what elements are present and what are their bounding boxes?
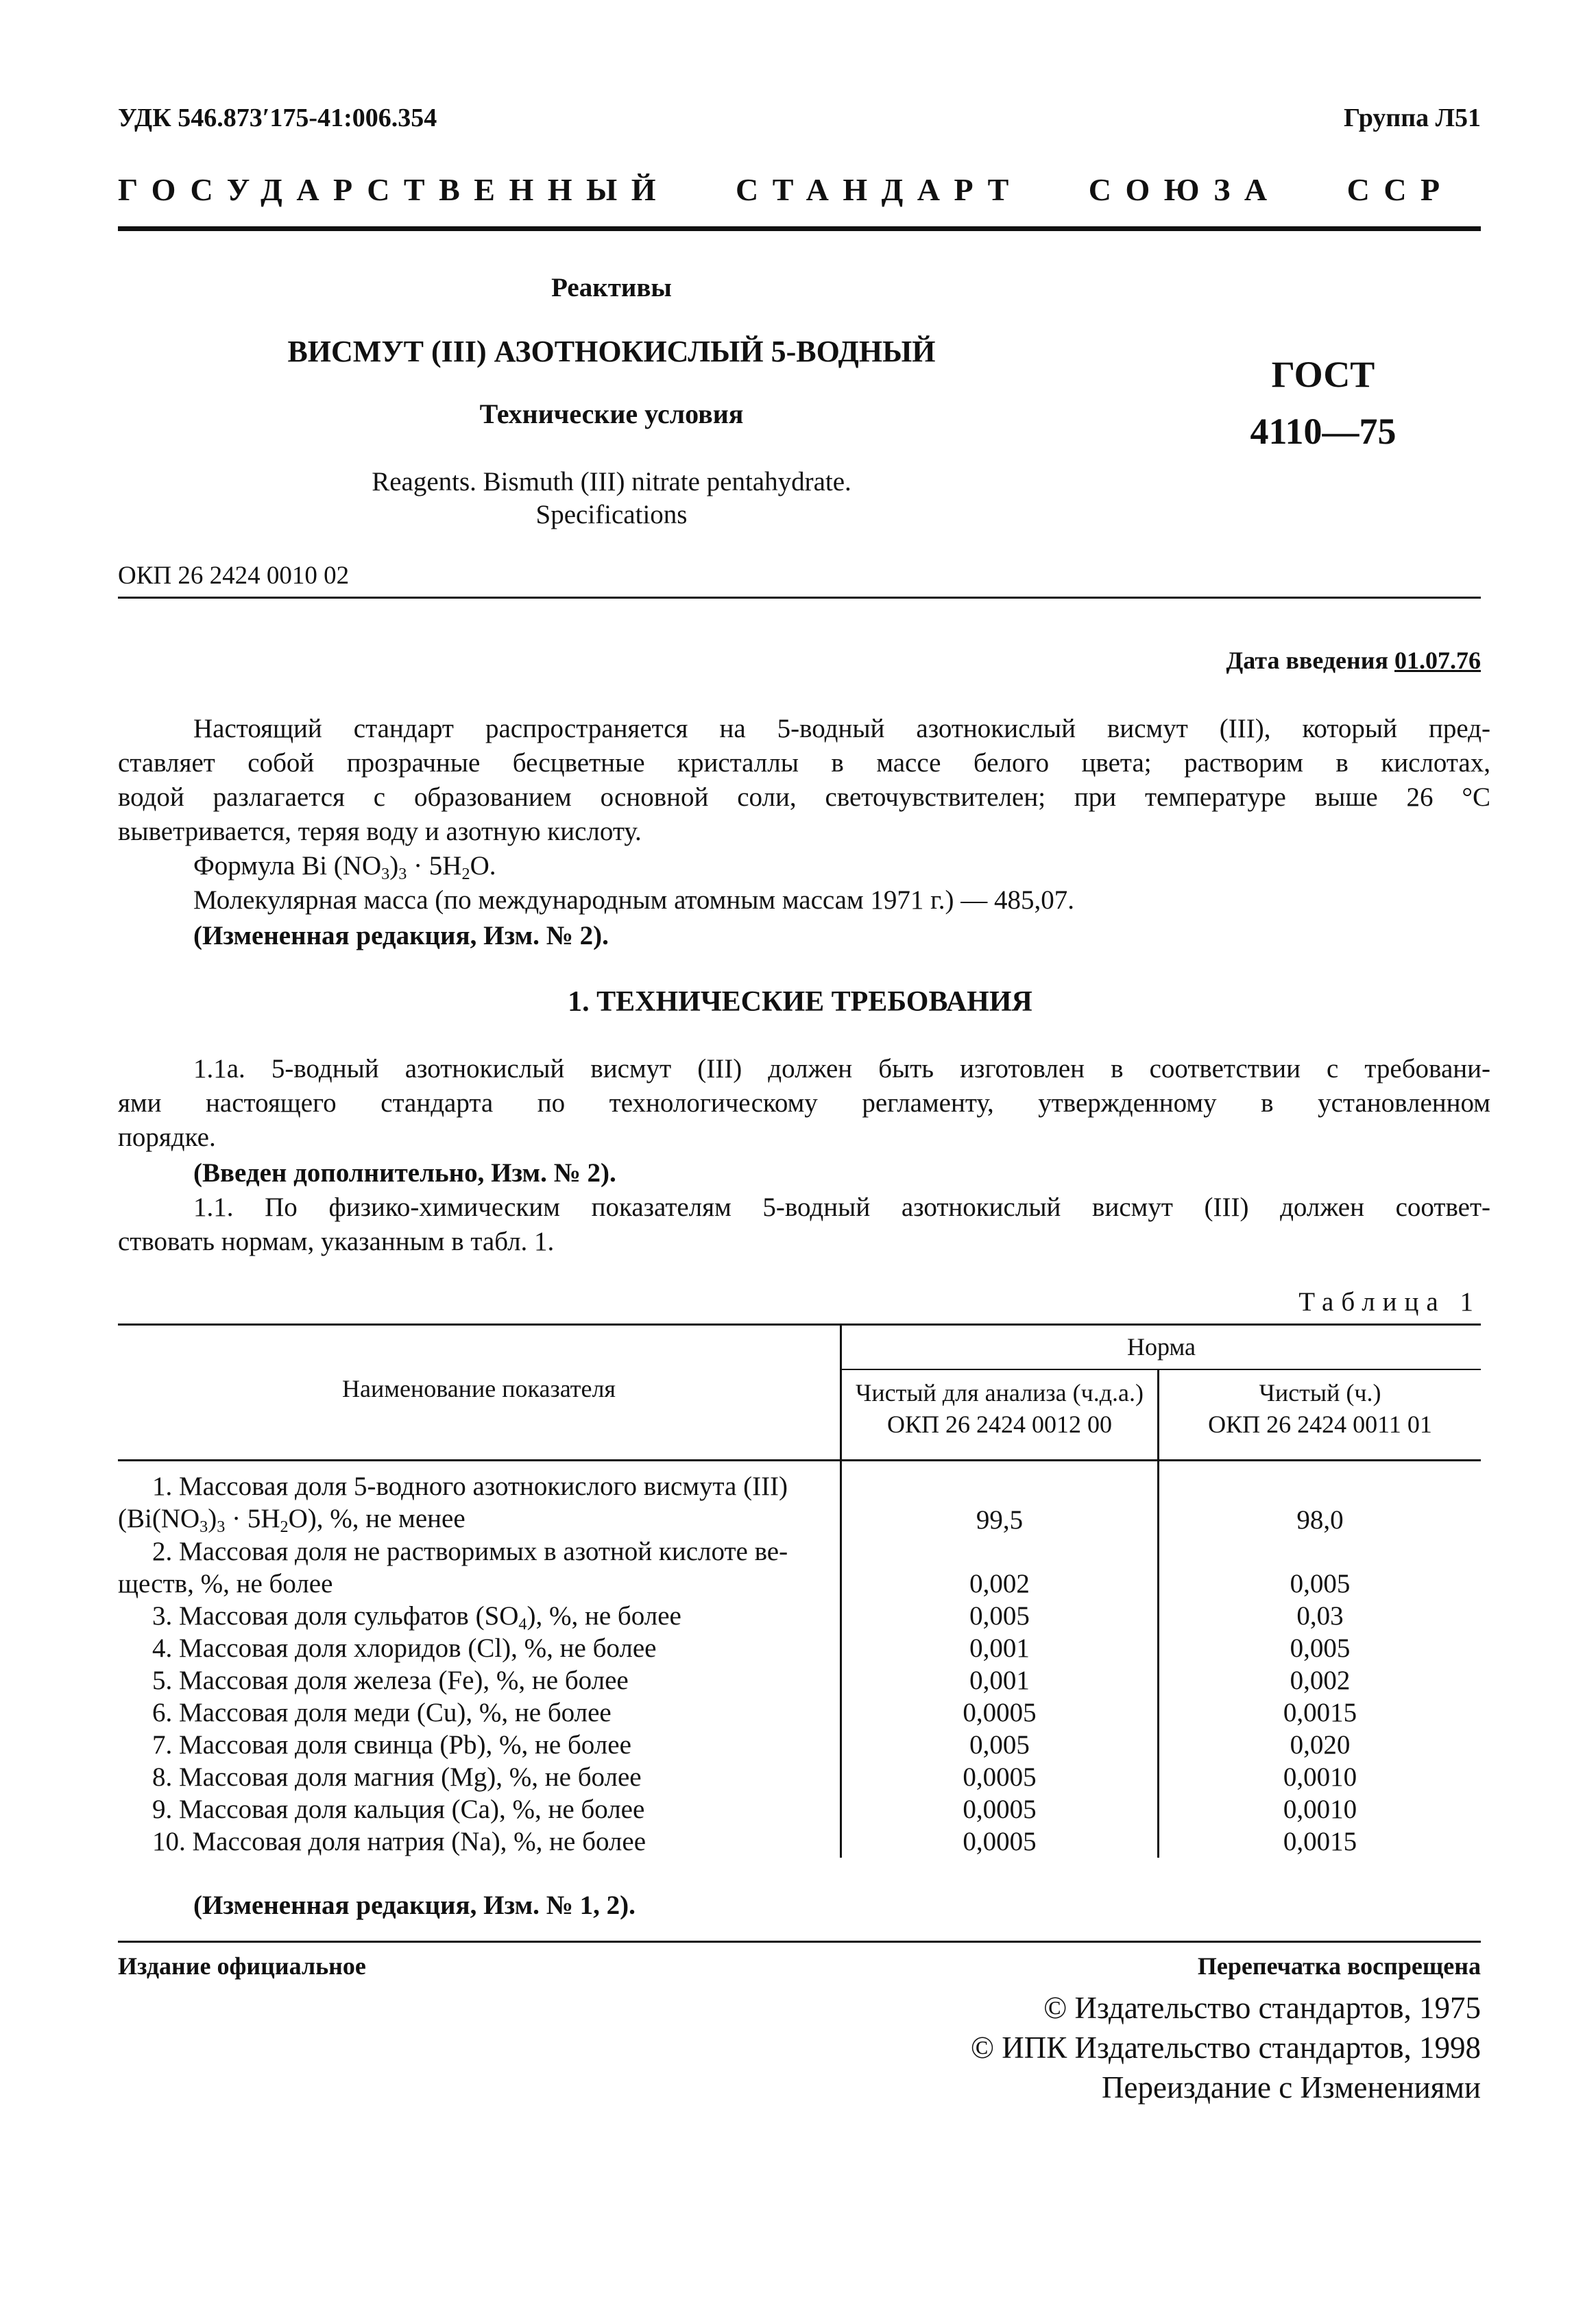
row-3-text: ), %, не более: [527, 1601, 681, 1631]
row-1-name-line2: [118, 1503, 466, 1534]
row-1-value-a: 99,5: [976, 1505, 1024, 1535]
row-1-text: · 5H: [225, 1504, 280, 1533]
row-2-name-line2: ществ, %, не более: [118, 1569, 333, 1598]
row-2-value-a: 0,002: [969, 1569, 1030, 1598]
official-edition: Издание официальное: [118, 1952, 366, 1980]
row-1-sub: 3: [200, 1517, 208, 1536]
intro-amendment: (Измененная редакция, Изм. № 2).: [193, 921, 609, 950]
intro-line-4: выветривается, теряя воду и азотную кислоту.: [118, 817, 642, 846]
table-row-value-a: 0,0005: [963, 1762, 1037, 1792]
gov-standard-heading: ГОСУДАРСТВЕННЫЙ СТАНДАРТ СОЮЗА ССР: [118, 172, 1454, 207]
table-row-name: 4. Массовая доля хлоридов (Cl), %, не более: [152, 1633, 657, 1663]
row-3-name: [152, 1601, 681, 1631]
table-row-value-b: 0,0010: [1283, 1795, 1357, 1824]
table-row-name: 10. Массовая доля натрия (Na), %, не более: [152, 1827, 646, 1856]
row-1-text: O), %, не менее: [288, 1504, 466, 1533]
copyright-1975: © Издательство стандартов, 1975: [1043, 1991, 1481, 2025]
table-amendment: (Измененная редакция, Изм. № 1, 2).: [193, 1891, 636, 1920]
document-subtitle: Технические условия: [479, 398, 744, 429]
table-row-name: 8. Массовая доля магния (Mg), %, не более: [152, 1762, 642, 1792]
table-top-rule: [118, 1323, 1481, 1326]
title-rule: [118, 597, 1481, 599]
row-3-value-b: 0,03: [1296, 1601, 1344, 1631]
intro-line-1: Настоящий стандарт распространяется на 5-водный азотнокислый висмут (III), который пред-: [193, 714, 1490, 743]
formula-line: [193, 849, 1566, 883]
copyright-1998: © ИПК Издательство стандартов, 1998: [970, 2030, 1481, 2065]
table-row-name: 5. Массовая доля железа (Fe), %, не более: [152, 1666, 629, 1695]
reagents-label: Реактивы: [551, 273, 672, 302]
intro-date-label: Дата введения: [1226, 647, 1388, 674]
gost-number: 4110—75: [1250, 411, 1396, 452]
english-title-line2: Specifications: [535, 500, 688, 529]
table-row-value-a: 0,0005: [963, 1827, 1037, 1856]
table-row-name: 7. Массовая доля свинца (Pb), %, не более: [152, 1730, 631, 1760]
row-1-sub: 2: [280, 1517, 289, 1536]
row-1-text: ): [208, 1504, 217, 1533]
document-title: ВИСМУТ (III) АЗОТНОКИСЛЫЙ 5-ВОДНЫЙ: [287, 335, 936, 368]
footer-rule: [118, 1941, 1481, 1943]
reprint-forbidden: Перепечатка воспрещена: [1197, 1952, 1481, 1980]
row-1-text: (Bi(NO: [118, 1504, 200, 1533]
section-heading: 1. ТЕХНИЧЕСКИЕ ТРЕБОВАНИЯ: [568, 986, 1032, 1018]
norm-underline: [840, 1369, 1481, 1370]
row-2-value-b: 0,005: [1290, 1569, 1351, 1598]
column-header-a-line1: Чистый для анализа (ч.д.а.): [855, 1379, 1144, 1406]
table-row-name: 9. Массовая доля кальция (Ca), %, не более: [152, 1795, 645, 1824]
formula-text: Формула Bi (NO: [193, 851, 382, 881]
row-2-name-line1: 2. Массовая доля не растворимых в азотной кислоте ве-: [152, 1537, 788, 1566]
reissue-note: Переиздание с Изменениями: [1101, 2070, 1481, 2105]
para-1-1-line2: ствовать нормам, указанным в табл. 1.: [118, 1227, 555, 1256]
table-row-value-a: 0,001: [969, 1666, 1030, 1695]
table-header-bottom-rule: [118, 1459, 1481, 1461]
row-3-value-a: 0,005: [969, 1601, 1030, 1631]
english-title-line1: Reagents. Bismuth (III) nitrate pentahydrate.: [372, 467, 851, 496]
row-3-text: 3. Массовая доля сульфатов (SO: [152, 1601, 519, 1631]
column-header-norm: Норма: [1127, 1333, 1196, 1361]
row-3-sub: 4: [518, 1614, 527, 1633]
table-row-value-b: 0,0015: [1283, 1698, 1357, 1727]
para-1-1a-line1: 1.1а. 5-водный азотнокислый висмут (III) должен быть изготовлен в соответствии с требовани-: [193, 1054, 1490, 1083]
formula-text: · 5H: [407, 851, 462, 881]
molar-mass-line: Молекулярная масса (по международным атомным массам 1971 г.) — 485,07.: [193, 885, 1075, 915]
formula-text: ): [389, 851, 399, 881]
section-added-note: (Введен дополнительно, Изм. № 2).: [193, 1158, 616, 1188]
table-row-value-a: 0,0005: [963, 1698, 1037, 1727]
udk-code: УДК 546.873′175-41:006.354: [118, 104, 437, 132]
intro-date: [1226, 646, 1482, 675]
table-row-value-b: 0,020: [1290, 1730, 1351, 1760]
column-header-b-line2: ОКП 26 2424 0011 01: [1208, 1411, 1432, 1438]
group-code: Группа Л51: [1343, 104, 1481, 132]
para-1-1a-line2: ями настоящего стандарта по технологическому регламенту, утвержденному в установленном: [118, 1088, 1490, 1118]
table-row-name: 6. Массовая доля меди (Cu), %, не более: [152, 1698, 612, 1727]
table-row-value-b: 0,0015: [1283, 1827, 1357, 1856]
column-header-name: Наименование показателя: [342, 1375, 616, 1402]
column-header-b-line1: Чистый (ч.): [1259, 1379, 1381, 1406]
column-header-a-line2: ОКП 26 2424 0012 00: [886, 1411, 1112, 1438]
table-row-value-b: 0,0010: [1283, 1762, 1357, 1792]
formula-text: O.: [470, 851, 496, 881]
row-1-sub: 3: [217, 1517, 226, 1536]
para-1-1-line1: 1.1. По физико-химическим показателям 5-водный азотнокислый висмут (III) должен соответ-: [193, 1193, 1490, 1222]
table-row-value-b: 0,002: [1290, 1666, 1351, 1695]
table-caption: Таблица 1: [1298, 1287, 1481, 1317]
row-1-name-line1: 1. Массовая доля 5-водного азотнокислого висмута (III): [152, 1472, 788, 1501]
table-row-value-a: 0,0005: [963, 1795, 1037, 1824]
row-1-value-b: 98,0: [1296, 1505, 1344, 1535]
okp-code: ОКП 26 2424 0010 02: [118, 562, 350, 590]
table-row-value-a: 0,001: [969, 1633, 1030, 1663]
table-row-value-a: 0,005: [969, 1730, 1030, 1760]
gost-label: ГОСТ: [1271, 354, 1375, 395]
intro-line-3: водой разлагается с образованием основной соли, светочувствителен; при температуре выше 26 °С: [118, 782, 1490, 812]
para-1-1a-line3: порядке.: [118, 1123, 216, 1152]
formula-sub: 2: [461, 864, 470, 883]
header-rule-thick: [118, 226, 1481, 231]
intro-line-2: ставляет собой прозрачные бесцветные кристаллы в массе белого цвета; растворим в кислотах,: [118, 748, 1490, 778]
table-row-value-b: 0,005: [1290, 1633, 1351, 1663]
formula-sub: 3: [381, 864, 390, 883]
intro-date-value: 01.07.76: [1394, 647, 1481, 674]
formula-sub: 3: [398, 864, 407, 883]
